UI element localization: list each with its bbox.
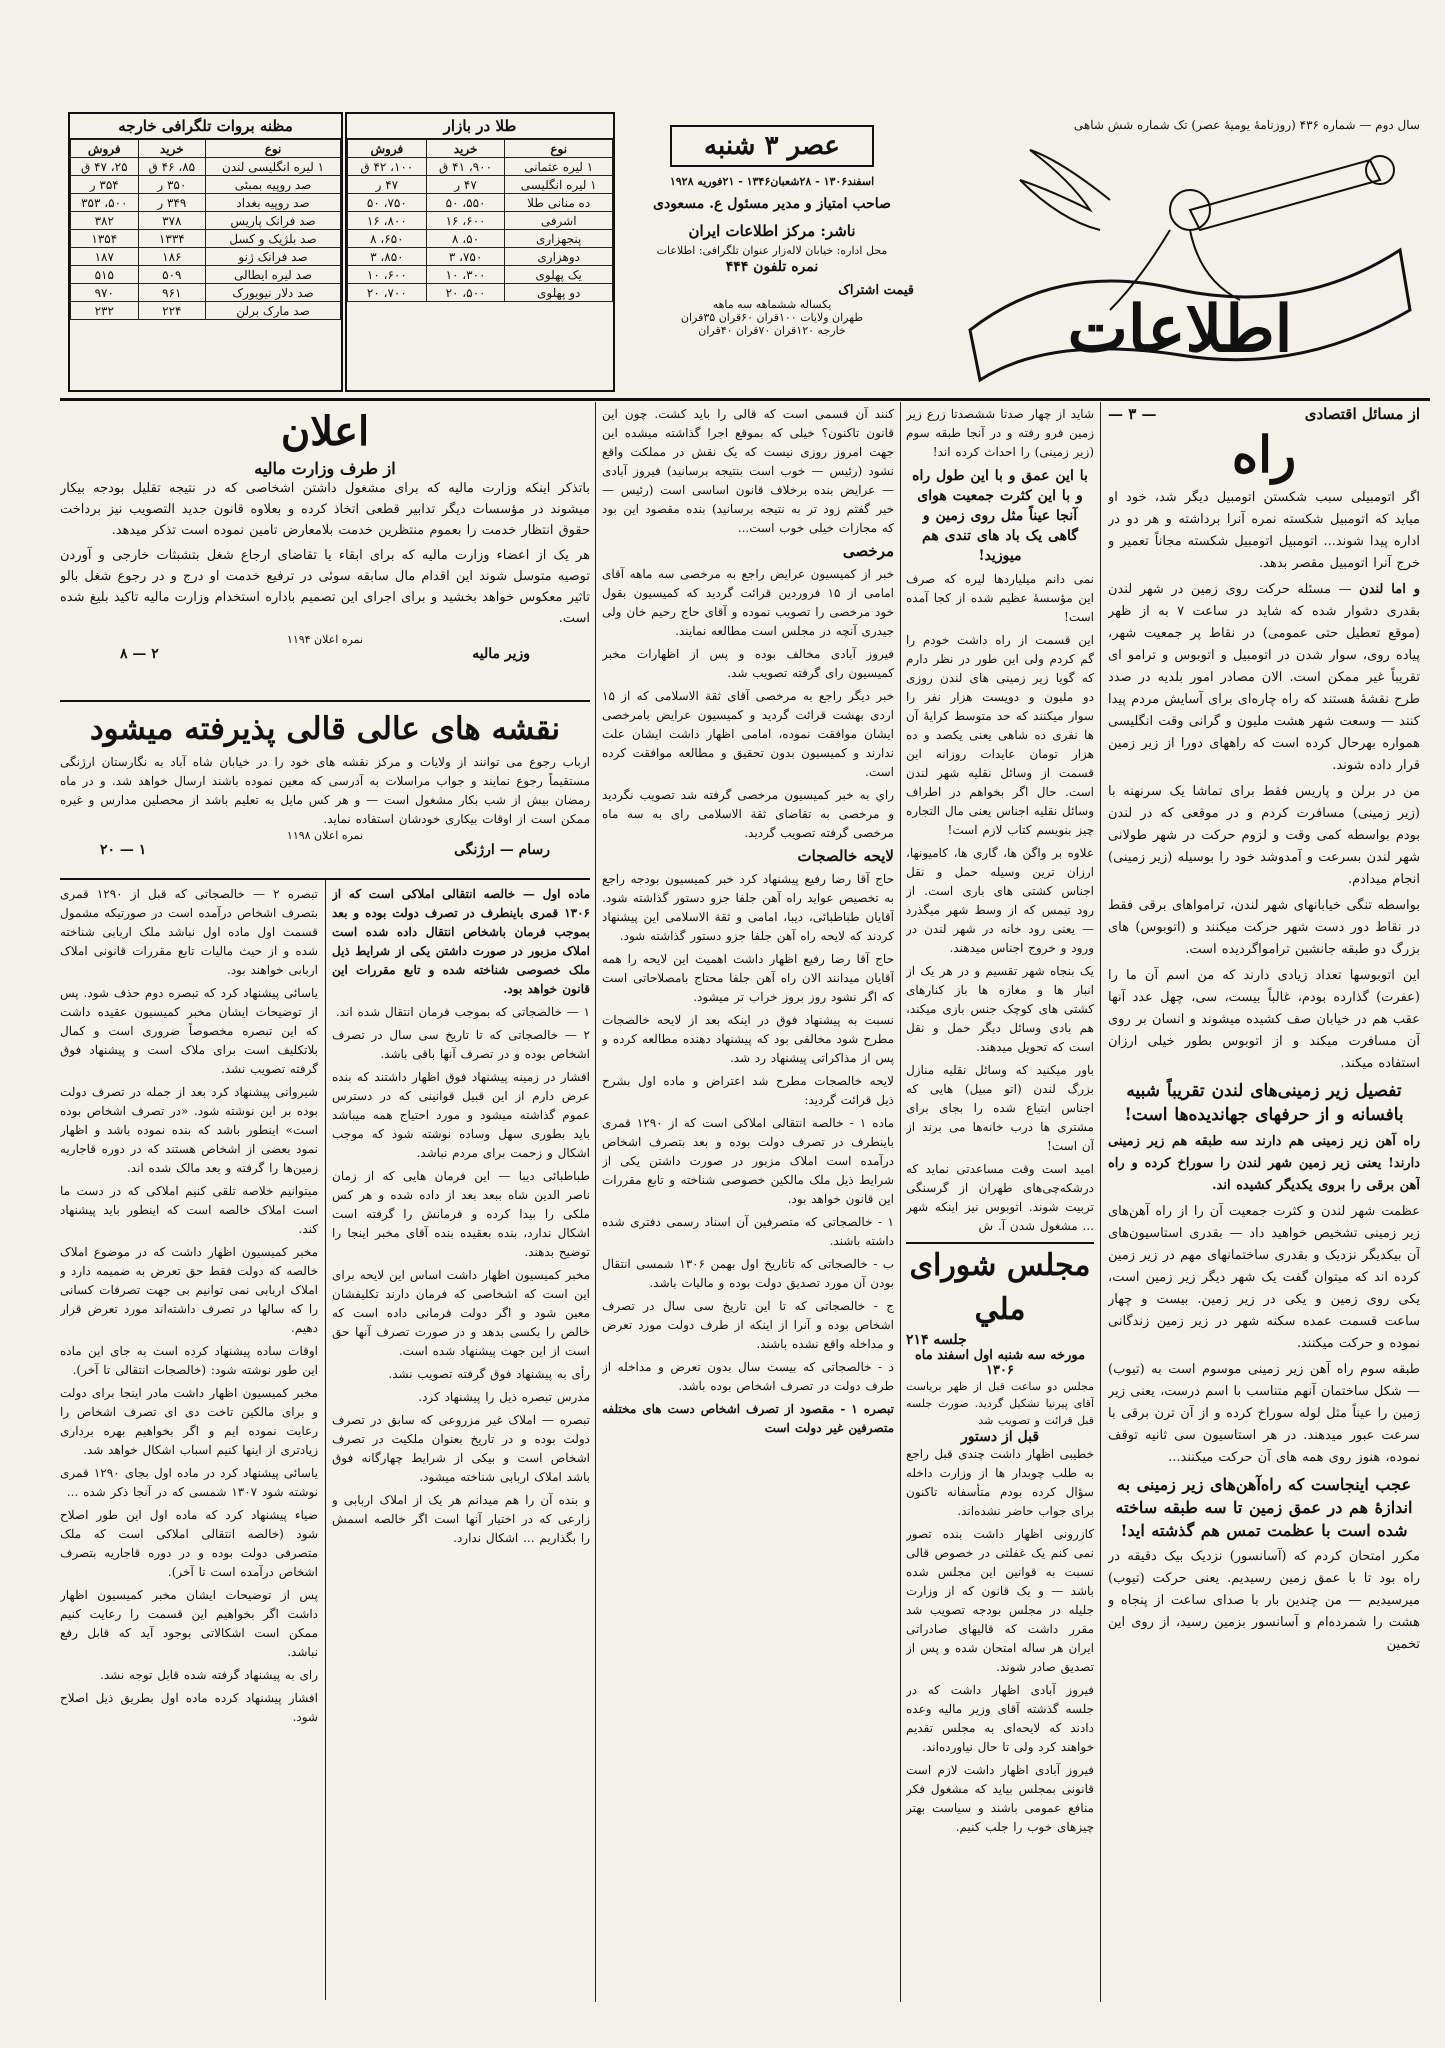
subheading: تفصیل زیر زمینی‌های لندن تقریباً شبیه بافسانه و از حرفهای جهاندیده‌ها است! bbox=[1124, 1081, 1404, 1125]
ministry-notice bbox=[60, 405, 590, 695]
paragraph: و بنده آن را هم میدانم هر یک از املاک اربابی و زارعی که در اختیار آنها است اگر خالصه اسمش را بگذاریم ... اشکال ندارد. bbox=[332, 1493, 590, 1545]
paragraph: ماده ۱ - خالصه انتقالی املاکی است که از ۱۲۹۰ قمری باینطرف در تصرف دولت بوده و بعد بتصرف اشخاص درآمده است املاک مزبور در صورت داشتن یکی از شرایط ذیل ملک مالکین خصوصی شناخته و تابع مقررات این قانون خواهد بود. bbox=[602, 1116, 894, 1206]
paragraph: طباطبائی دیبا — این فرمان هایی که از زمان ناصر الدین شاه ببعد بعد از داده شده و هر کس ملکی را بیدا کرده و فرمانش را گرفته است اشکال ندارد، بنده بعقیده بنده آقای مخبر اینجا را توضیح بدهند. bbox=[332, 1169, 590, 1259]
paragraph: مخبر کمیسیون اظهار داشت اساس این لایحه برای این است که اشخاصی که فرمان دارند تکلیفشان معین شود و اگر دولت فرمانی داده است که خالص را بکسی بدهد و در صورت تصرف آنها حق است از این جهت پیشنهاد شده است. bbox=[332, 1268, 590, 1358]
khalisejat-debate-2 bbox=[60, 885, 318, 2005]
paragraph: شاید از چهار صدتا ششصدتا زرع زیر زمین فرو رفته و در آنجا طبقه سوم (زیر زمینی) را احداث کرده اند! bbox=[906, 407, 1094, 459]
table-row bbox=[348, 158, 613, 176]
owner-line: صاحب امتیاز و مدیر مسئول ع. مسعودی bbox=[653, 196, 891, 212]
cell: دوهزاری bbox=[505, 248, 613, 266]
paragraph: باتذکر اینکه وزارت مالیه که برای مشغول داشتن اشخاصی که در نتیجه تقلیل بودجه بیکار میشوند در مؤسسات دیگر تدابیر قطعی اتخاذ کرده و بعلاوه قانون جدید التصویب نیز برداخت حقوق انتظار خدمت را بعموم منتظرین خدمت بلامعارض تامین نموده است تذکر میدهد. bbox=[60, 481, 590, 538]
paragraph: شیروانی پیشنهاد کرد بعد از جمله در تصرف دولت بوده بر این نوشته شود. «در تصرف اشخاص بوده است» اینطور باشد که بنده نموده باشد و اظهار نمود بعضی از اشخاص هستند که در دوره قاجاریه زمین‌ها را گرفته و بعد مالک شده اند. bbox=[60, 1085, 318, 1175]
paragraph: هر یک از اعضاء وزارت مالیه که برای ابقاء یا تقاضای ارجاع شغل بتشبثات خارجی و آوردن توصیه متوسل شوند این اقدام مال سابقه سوئی در ترفیع خدمت او درج و در رجوع شغل بالو تاثیر معکوس خواهد بخشید و برای اجرای این تصمیم باداره استخدام وزارت مالیه تاکید بلیغ شده است. bbox=[60, 548, 590, 626]
paragraph: علاوه بر واگن ها، گاری ها، کامیونها، ارزان ترین وسیله حمل و نقل اجناس کشتی های باری است. از رود تیمس که از وسط شهر میگذرد — یعنی رود خانه در شهر لندن در ورود و خروج اجناس میدهند. bbox=[906, 846, 1094, 955]
session-body bbox=[906, 1445, 1094, 1837]
cell: ۹۶۱ bbox=[138, 284, 206, 302]
table-row bbox=[71, 284, 341, 302]
cell: ۳۰۰، ۱۰ bbox=[426, 266, 505, 284]
table-row bbox=[71, 176, 341, 194]
publication-info bbox=[622, 115, 922, 393]
paragraph: اوقات ساده پیشنهاد کرده است به جای این ماده این طور نوشته شود: (خالصجات انتقالی تا آخر). bbox=[60, 1344, 318, 1377]
cell: پنجهزاری bbox=[505, 230, 613, 248]
cell: ۳۴۹ ر bbox=[138, 194, 206, 212]
cell: ۵۰۹ bbox=[138, 266, 206, 284]
session-number: جلسه ۲۱۴ bbox=[906, 1332, 967, 1348]
paragraph: مدرس تبصره ذیل را پیشنهاد کرد. bbox=[418, 1390, 590, 1404]
subscription-title: قیمت اشتراک bbox=[838, 283, 914, 298]
paragraph: یاسائی پیشنهاد کرد در ماده اول بجای ۱۲۹۰ قمری نوشته شود ۱۳۰۷ شمسی که در آنجا ذکر شده ... bbox=[60, 1466, 318, 1499]
notice-title: اعلان bbox=[280, 408, 370, 455]
article-body bbox=[60, 885, 318, 1727]
paragraph: فیروز آبادی اظهار داشت لازم است قانونی بمجلس بیاید که مشغول فکر منافع عمومی باشند و سیاست بهتر چیزهای خوب را جلب کنیم. bbox=[906, 1763, 1094, 1834]
article-body bbox=[1108, 487, 1420, 1656]
paragraph: ب - خالصجاتی که تاتاریخ اول بهمن ۱۳۰۶ شمسی انتقال بودن آن مورد تصدیق دولت بوده و مالیات باشد. bbox=[602, 1257, 894, 1290]
gold-table-title: طلا در بازار bbox=[347, 114, 613, 139]
paragraph: خبر از کمیسیون عرایض راجع به مرخصی سه ماهه آقای امامی از ۱۵ فروردین قرائت گردید که کمیسیون بقول خود مرخصی را تصویب نموده و آقای حاج رحیم خان ولی جیدری آنچه در مجلس است مطالعه نمایند. bbox=[602, 567, 894, 638]
paragraph: طبقه سوم راه آهن زیر زمینی موسوم است به (تیوب) — شکل ساختمان آنهم متناسب با اسم درست، یعنی زیر زمین را عیناً مثل لوله سوراخ کرده و از آن ترن برقی با سرعت عبور میدهند. در هر استاسیون سی ثانیه توقف نموده، هنوز روی همه های آن حرکت میکنند... bbox=[1108, 1362, 1420, 1465]
paragraph: من در برلن و پاریس فقط برای تماشا یک سرنهنه با (زیر زمینی) مسافرت کردم و در موقعی که در لندن بودم بواسطه کمی وقت و لزوم حرکت در شهر طولانی شهر لندن بسرعت و آمدوشد خود را بوسیله (زیر زمینی) انجام میدادم. bbox=[1108, 784, 1420, 887]
paragraph: ماده اول — خالصه انتقالی املاکی است که از ۱۳۰۶ قمری باینطرف در تصرف دولت بوده و بعد بموجب فرمان باشخاص انتقال داده شده است املاک مزبور در صورت داشتن یکی از شرایط ذیل ملک خصوصی شناخته شده و تابع مقررات این قانون خواهد بود. bbox=[332, 887, 590, 996]
gold-col-type: نوع bbox=[505, 140, 613, 158]
paragraph: فیروز آبادی مخالف بوده و پس از اظهارات مخبر کمیسیون رای گرفته تصویب شد. bbox=[602, 647, 894, 680]
khalisejat-debate-1 bbox=[332, 885, 590, 2005]
cell: ۵۰، ۸ bbox=[426, 230, 505, 248]
cell: ۲۵، ۴۷ ق bbox=[71, 158, 139, 176]
paragraph: مخبر کمیسیون اظهار داشت که در موضوع املاک خالصه که دولت فقط حق تعرض به ضمیمه دارد و املاک اربابی نمی توانیم بی جهت تصرفات کسانی را که سالها در تصرف داشته‌اند مورد تعرض قرار دهیم. bbox=[60, 1245, 318, 1335]
cell: ۱ لیره انگلیسی لندن bbox=[206, 158, 341, 176]
cell: اشرفی bbox=[505, 212, 613, 230]
subscription-periods: یکساله ششماهه سه ماهه bbox=[712, 298, 832, 311]
paragraph: امید است وقت مساعدتی نماید که درشکه‌چی‌های طهران از گرسنگی تربیت شوند. اتوبوس نیز اینکه شهر ... مشغول شدن آ. ش bbox=[906, 1162, 1094, 1233]
article-body bbox=[602, 405, 894, 1438]
paragraph: خبر دیگر راجع به مرخصی آقای ثقة الاسلامی که از ۱۵ اردی بهشت قرائت گردید و کمیسیون عرایض بامرخصی ایشان موافقت نموده، امامی اظهار داشت ایشان علت ندارند و کمیسیون بدون تحقیق و مطالعه موافقت کرده است. bbox=[602, 689, 894, 779]
cell: ۶۵۰، ۸ bbox=[348, 230, 427, 248]
paragraph: مکرر امتحان کردم که (آسانسور) نزدیک بیک دقیقه در راه بود تا با عمق زمین رسیدیم. یعنی حرکت (تیوب) میرسیدیم — من چندین بار با صدای ساعت از پنجاه و هشت را شمرده‌ام و آسانسور بزمین رسید، از روی این تخمین bbox=[1108, 1549, 1420, 1652]
cell: ۶۰۰، ۱۰ bbox=[348, 266, 427, 284]
fx-table-grid bbox=[70, 139, 341, 320]
paragraph: و اما لندن — مسئله حرکت روی زمین در شهر لندن بقدری دشوار شده که شاید در ساعت ۷ به از ظهر (موقع تعطیل حتی عمومی) در نقاط پر جمعیت شهر، پیاده روی، سوار شدن در اتومبیل و اتوبوس و ترامو ای تقریباً غیر ممکن است. الان مصادر امور بلدیه در صدد طرح نقشهٔ هستند که راه چاره‌ای برای آسایش مردم پیدا کنند — وسعت شهر هشت ملیون و گرانی وقت انگلیسی همواره بهرحال کرده است که راههای دورا از زیر زمین قرار داده شوند. bbox=[1108, 582, 1420, 773]
paragraph: این قسمت از راه داشت خودم را گم کردم ولی این طور در نظر دارم که گویا زیر زمینی های لندن روزی دو ملیون و دویست هزار نفر را سوار میکنند که حد متوسط کرایهٔ آن ها نفری ده شاهی یعنی یکصد و ده هزار تومان عایدات روزانه این قسمت از وسائل نقلیه شهر لندن است. حال اگر بخواهم در اطراف وسائل نقلیه اجناس یعنی مال التجاره چیز بنویسم کتاب لازم است! bbox=[906, 633, 1094, 837]
paragraph: حاج آقا رضا رفیع پیشنهاد کرد خبر کمیسیون بودجه راجع به تخصیص عواید راه آهن جلفا جزو دستور گذاشته شود. آقایان طباطبائی، دیبا، امامی و ثقة الاسلامی این پیشنهاد کردند که لایحه راه آهن جلفا جزو دستور گذاشته شود. bbox=[602, 872, 894, 943]
cell: دو پهلوی bbox=[505, 284, 613, 302]
table-row bbox=[71, 194, 341, 212]
ad-number: نمره اعلان ۱۱۹۸ bbox=[286, 829, 364, 842]
paragraph: ۱ - خالصجاتی که متصرفین آن اسناد رسمی دفتری شده داشته باشند. bbox=[602, 1215, 894, 1248]
paragraph: ۱ — خالصجاتی که بموجب فرمان انتقال شده اند. bbox=[335, 1005, 590, 1019]
table-row bbox=[71, 266, 341, 284]
cell: ۵۰۰، ۲۰ bbox=[426, 284, 505, 302]
paragraph: پس از توضیحات ایشان مخبر کمیسیون اظهار داشت اگر بخواهیم این قسمت را رعایت کنیم ممکن است اشکالاتی بوجود آید که قابل رفع نباشد. bbox=[60, 1588, 318, 1659]
subscription-tehran: طهران ولایات ۱۰۰قران ۶۰قران ۳۵قران bbox=[680, 311, 864, 324]
gold-market-table bbox=[345, 112, 615, 392]
cell: ۵۱۵ bbox=[71, 266, 139, 284]
cell: ۸۵، ۴۶ ق bbox=[138, 158, 206, 176]
table-row bbox=[348, 284, 613, 302]
masthead-logo bbox=[940, 140, 1420, 395]
cell: ۵۵۰، ۵۰ bbox=[426, 194, 505, 212]
cell: ۱ لیره عثمانی bbox=[505, 158, 613, 176]
paragraph: راي به خبر کمیسیون مرخصی گرفته شد تصویب نگردید و مرخصی به تقاضای ثقة الاسلامی رای به سه ماه مرخصی گرفته تصویب گردید. bbox=[602, 788, 894, 840]
paragraph: حاج آقا رضا رفیع اظهار داشت اهمیت این لایحه را همه آقایان میدانند الان راه آهن جلفا محتاج بامصلاحاتی است که اگر نشود روز بروز خراب تر میشود. bbox=[602, 952, 894, 1004]
subscription-abroad: خارجه ۱۲۰قران ۷۰قران ۴۰قران bbox=[698, 324, 846, 337]
paragraph: باور میکنید که وسائل نقلیه منازل بزرگ لندن (اتو مبیل) هایی که اجناس ابتیاع شده را بجای برای مشتری ها درب خانه‌ها می برند از آن است! bbox=[906, 1063, 1094, 1153]
cell: ۳۸۲ bbox=[71, 212, 139, 230]
cell: ۱۸۷ bbox=[71, 248, 139, 266]
paragraph: تبصره ۱ - مقصود از تصرف اشخاص دست های مختلفه متصرفین غیر دولت است bbox=[602, 1402, 894, 1435]
paragraph: عظمت شهر لندن و کثرت جمعیت آن را از راه آهن‌های زیر زمینی تشخیص خواهید داد — بقدری استاسیون‌های آن بیکدیگر نزدیک و بقدری ساختمانهای مهم در زیر زمین کرده اند که میتوان گفت یک شهر دیگر زیر زمین است، یکی روی زمین و یکی در زیر زمین. بیست و چهار ساعت قسمت عمده سکنه شهر در زیر زمین زندگانی نموده و حرکت میکنند. bbox=[1108, 1204, 1420, 1351]
gold-table-grid bbox=[347, 139, 613, 302]
table-row bbox=[348, 176, 613, 194]
cell: ده منانی طلا bbox=[505, 194, 613, 212]
cell: صد لیره ایطالی bbox=[206, 266, 341, 284]
paragraph: افشار در زمینه پیشنهاد فوق اظهار داشتند که بنده عرض دارم از این قبیل قوانینی که در دسترس عموم گذاشته میشود و مورد احتیاج همه میباشد باید بطوری سهل وساده نوشته شود که موجب اشکال و زحمت برای مردم نباشد. bbox=[332, 1070, 590, 1160]
subheading: مرخصی bbox=[842, 542, 894, 560]
publisher-line: ناشر: مرکز اطلاعات ایران bbox=[688, 222, 856, 240]
gold-col-buy: خرید bbox=[426, 140, 505, 158]
part-number: — ۳ — bbox=[1108, 405, 1157, 423]
notice-number: نمره اعلان ۱۱۹۴ bbox=[286, 633, 364, 646]
paragraph: ج - خالصجاتی که تا این تاریخ سی سال در تصرف اشخاص بوده و آنرا از اینکه از طرف دولت مورد تعرض و مداخله واقع نشده باشند. bbox=[602, 1299, 894, 1351]
cell: صد دلار نیویورک bbox=[206, 284, 341, 302]
fx-col-buy: خرید bbox=[138, 140, 206, 158]
cell: صد بلژیک و کسل bbox=[206, 230, 341, 248]
cell: ۹۰۰، ۴۱ ق bbox=[426, 158, 505, 176]
cell: ۶۰۰، ۱۶ bbox=[426, 212, 505, 230]
agenda-heading: قبل از دستور bbox=[960, 1429, 1040, 1445]
paragraph: نمی دانم میلیاردها لیره که صرف این مؤسسهٔ عظیم شده از کجا آمده است! bbox=[906, 572, 1094, 624]
gold-col-sell: فروش bbox=[348, 140, 427, 158]
cell: ۱۳۵۴ bbox=[71, 230, 139, 248]
paragraph: کنند آن قسمی است که قالی را باید کشت. چون این قانون تاکنون؟ خیلی که بموقع اجرا گذاشته میشده این جهت امروز روزی نیست که یک نقش در مملکت واقع نشود (رئیس — خوب است بنتیجه برسانید) فیروز آبادی — عرایض بنده برخلاف قانون اساسی است (رئیس — خیر گفتم زود تر به نتیجه برسانید) بنده مقصود این بود که مجازات خیلی خوب است... bbox=[602, 407, 894, 535]
lead-in: و اما لندن bbox=[1359, 582, 1420, 597]
paragraph: یاسائی پیشنهاد کرد که تبصره دوم حذف شود. پس از توضیحات ایشان مخبر کمیسیون عقیده داشت که این تبصره مخصوصاً ضروری است و کمال بلاتکلیف است برای ملاک است و پیشنهاد فوق گرفته تصویب نشد. bbox=[60, 986, 318, 1076]
cell: ۸۵۰، ۳ bbox=[348, 248, 427, 266]
ad-divider bbox=[60, 700, 590, 702]
subheading: با این عمق و با این طول راه و با این کثرت جمعیت هوای آنجا عیناً مثل روی زمین و گاهی یک باد های تندی هم میوزید! bbox=[912, 468, 1088, 564]
cell: ۳۵۴ ر bbox=[71, 176, 139, 194]
cell: ۳۵۰ ر bbox=[138, 176, 206, 194]
cell: ۳۷۸ bbox=[138, 212, 206, 230]
session-note: مجلس دو ساعت قبل از ظهر بریاست آقای پیرنیا تشکیل گردید. صورت جلسه قبل قرائت و تصویب شد bbox=[906, 1380, 1094, 1427]
section-kicker: از مسائل اقتصادی bbox=[1304, 405, 1420, 423]
cell: ۵۰۰، ۳۵۳ bbox=[71, 194, 139, 212]
edition-label: عصر ۳ شنبه bbox=[704, 131, 840, 161]
edition-box bbox=[670, 125, 874, 167]
paragraph: ضیاء پیشنهاد کرد که ماده اول این طور اصلاح شود (خالصه انتقالی املاکی است که ملک متصرفی دولت بوده و در دوره قاجاریه بتصرف اشخاص درآمده است تا آخر). bbox=[60, 1508, 318, 1579]
header-rule bbox=[60, 398, 1430, 401]
cell: صد فرانک ژنو bbox=[206, 248, 341, 266]
paragraph: خطیبی اظهار داشت چندی قبل راجع به طلب چوبدار ها از وزارت داخله سؤال کرده بودم متأسفانه تاکنون برای جواب حاضر نشده‌اند. bbox=[906, 1447, 1094, 1518]
ad-run: ۱ — ۲۰ bbox=[100, 842, 147, 858]
fx-col-type: نوع bbox=[206, 140, 341, 158]
table-row bbox=[348, 248, 613, 266]
cell: ۱۰۰، ۴۲ ق bbox=[348, 158, 427, 176]
paragraph: راه آهن زیر زمینی هم دارند سه طبقه هم زیر زمینی دارند! یعنی زیر زمین شهر لندن را سوراخ کرده و راه آهن برقی را بروی یکدیگر کشیده اند. bbox=[1108, 1134, 1420, 1193]
phone-line: نمره تلفون ۴۴۴ bbox=[725, 259, 819, 275]
paragraph: بواسطه تنگی خیابانهای شهر لندن، ترامواهای برقی فقط در نقاط دور دست شهر حرکت میکنند و (اتوبوس) های بزرگ دو طبقه جانشین ترامواگردیده است. bbox=[1108, 898, 1420, 957]
table-row bbox=[71, 302, 341, 320]
cell: ۱۳۳۴ bbox=[138, 230, 206, 248]
paragraph: کازرونی اظهار داشت بنده تصور نمی کنم یک غفلتی در خصوص قالی نسبت به قوانین این مجلس شده باشد — و یک قانون که از وزارت جلیله در مجلس بودجه تصویب شد مقرر داشت که قالیهای صادراتی ایران هر ساله امتحان شده و پس از تصدیق صادر شوند. bbox=[906, 1527, 1094, 1674]
article-road bbox=[1108, 405, 1420, 2005]
paragraph: میتوانیم خلاصه تلقی کنیم املاکی که در دست ما است املاک خالصه است که اینطور باید پیشنهاد کند. bbox=[60, 1184, 318, 1236]
article-road-continued bbox=[906, 405, 1094, 2005]
parliament-section bbox=[906, 1242, 1094, 1837]
ad-signature: رسام — ارژنگی bbox=[454, 842, 550, 858]
paragraph: یک بنجاه شهر تقسیم و در هر یک از انبار ها و مغازه ها باز کنارهای کشتی های کوچک جنس بازی میکند، هم بادی وسائل دیگر حمل و نقل است که تحویل میدهند. bbox=[906, 964, 1094, 1054]
column-rule bbox=[1100, 402, 1101, 2002]
masthead-title: اطلاعات bbox=[1067, 292, 1293, 367]
date-line: اسفند۱۳۰۶ - ۲۸شعبان۱۳۴۶ - ۲۱فوریه ۱۹۲۸ bbox=[669, 175, 875, 188]
cell: صد مارک برلن bbox=[206, 302, 341, 320]
table-row bbox=[348, 194, 613, 212]
cell: صد فرانک پاریس bbox=[206, 212, 341, 230]
cell: ۲۳۲ bbox=[71, 302, 139, 320]
paragraph: د - خالصجاتی که بیست سال بدون تعرض و مداخله از طرف دولت در تصرف اشخاص بوده باشد. bbox=[602, 1360, 894, 1393]
cell: ۸۰۰، ۱۶ bbox=[348, 212, 427, 230]
cell: صد روپیه بمبئی bbox=[206, 176, 341, 194]
cell: ۲۲۴ bbox=[138, 302, 206, 320]
carpet-designs-ad bbox=[60, 705, 590, 875]
cell: ۴۷ ر bbox=[348, 176, 427, 194]
cell: یک پهلوی bbox=[505, 266, 613, 284]
table-row bbox=[71, 248, 341, 266]
column-rule bbox=[325, 880, 326, 2000]
paragraph: مخبر کمیسیون اظهار داشت مادر اینجا برای دولت و برای مالکین تاخت دی ای تصرف اشخاص را رعایت نموده ایم و اگر بخواهیم بهره برداری زیادتری از اینها کنیم اسباب اشکال خواهد شد. bbox=[60, 1386, 318, 1457]
notice-source: از طرف وزارت مالیه bbox=[254, 459, 396, 478]
paragraph: تبصره ۲ — خالصجاتی که قبل از ۱۲۹۰ قمری بتصرف اشخاص درآمده است در صورتیکه مشمول قسمت اول ماده اول نباشد ملک اربابی شناخته شده و از حیث مالیات تابع مقررات قانونی املاک اربابی خواهند بود. bbox=[60, 887, 318, 977]
cell: ۷۵۰، ۳ bbox=[426, 248, 505, 266]
parliament-continued bbox=[602, 405, 894, 2005]
cell: ۱۸۶ bbox=[138, 248, 206, 266]
cell: ۷۵۰، ۵۰ bbox=[348, 194, 427, 212]
table-row bbox=[71, 230, 341, 248]
subheading: عجب اینجاست که راه‌آهن‌های زیر زمینی به اندازهٔ هم در عمق زمین تا سه طبقه ساخته شده است با عظمت تمس هم گذشته اید! bbox=[1115, 1475, 1413, 1540]
cell: ۱ لیره انگلیسی bbox=[505, 176, 613, 194]
paragraph: لایحه خالصجات مطرح شد اعتراض و ماده اول بشرح ذیل قرائت گردید: bbox=[602, 1074, 894, 1107]
parliament-title: مجلس شورای ملي bbox=[909, 1248, 1091, 1327]
ad-body: ارباب رجوع می توانند از ولایات و مرکز نقشه های خود را در خیابان شاه آباد به نگارستان ارژنگی مستقیماً رجوع نمایند و جواب مراسلات به آدرسی که معین نموده باشند ارسال خواهد شد. و در ماه رمضان بیش از شب بکار مشغول است — و هر کس مایل به تعلیم باشد از محصلین مدارس و غیره ممکن است از اوقات بیکاری خودشان استفاده نماید. bbox=[60, 755, 590, 826]
paragraph: رای به پیشنهاد گرفته شده قابل توجه نشد. bbox=[100, 1668, 318, 1682]
cell: صد روپیه بغداد bbox=[206, 194, 341, 212]
address-line: محل اداره: خیابان لاله‌زار عنوان تلگرافی: اطلاعات bbox=[656, 244, 888, 257]
cell: ۷۰۰، ۲۰ bbox=[348, 284, 427, 302]
fx-rates-table bbox=[68, 112, 343, 392]
paragraph: ۲ — خالصجاتی که تا تاریخ سی سال در تصرف اشخاص بوده و در تصرف آنها باقی باشد. bbox=[332, 1028, 590, 1061]
paragraph: این اتوبوسها تعداد زیادی دارند که من اسم آن ما را (عفرت) گذارده بودم، غالباً بیست، سی، چهل عدد آنها عقب هم در خیابان صف کشیده میشوند و انسان بر روی آن مسافرت میکند و از اتوبوس بطور خیلی ارزان استفاده میکند. bbox=[1108, 968, 1420, 1071]
table-row bbox=[348, 230, 613, 248]
fx-col-sell: فروش bbox=[71, 140, 139, 158]
column-rule bbox=[595, 402, 596, 2002]
paragraph: رأی به پیشنهاد فوق گرفته تصویب نشد. bbox=[388, 1367, 590, 1381]
article-title: راه bbox=[1231, 425, 1297, 484]
paragraph-text: مسئله حرکت روی زمین در شهر لندن بقدری دشوار شده که شاید در ساعت ۷ به از ظهر (موقع تعطیل حتی عمومی) در نقاط پر جمعیت شهر، پیاده روی، سوار شدن در اتومبیل و اتوبوس و ترامو ای تقریباً غیر ممکن است. الان مصادر امور بلدیه در صدد طرح نقشهٔ هستند که راه چاره‌ای برای آسایش مردم پیدا کنند — وسعت شهر هشت ملیون و گرانی وقت انگلیسی همواره بهرحال کرده است که راههای دورا از زیر زمین قرار داده شوند. bbox=[1108, 582, 1420, 773]
cell: ۹۷۰ bbox=[71, 284, 139, 302]
table-row bbox=[348, 212, 613, 230]
article-body bbox=[332, 885, 590, 1548]
paragraph: افشار پیشنهاد کرده ماده اول بطریق ذیل اصلاح شود. bbox=[60, 1691, 318, 1724]
column-rule bbox=[900, 402, 901, 2002]
table-row bbox=[71, 212, 341, 230]
cell: ۴۷ ر bbox=[426, 176, 505, 194]
subheading: لایحه خالصجات bbox=[797, 847, 894, 865]
notice-signature: وزیر مالیه bbox=[472, 646, 530, 662]
table-row bbox=[71, 158, 341, 176]
notice-body bbox=[60, 478, 590, 629]
paragraph: نسبت به پیشنهاد فوق در اینکه بعد از لایحه خالصجات مطرح شود مخالفی بود که پیشنهاد دهنده مطالعه کرده و پس از مذاکراتی پیشنهاد رد شد. bbox=[602, 1013, 894, 1065]
paragraph: اگر اتومبیلی سبب شکستن اتومبیل دیگر شد، خود او میاید که اتومبیل شکسته نمره آنرا برداشته و هر دو در اداره پیدا شوند... اتومبیل اتومبیل شکسته مجاناً تعمیر و خرج آنرا اتومبیل مقصر بدهد. bbox=[1108, 490, 1420, 571]
ad-divider bbox=[60, 878, 590, 880]
article-body bbox=[906, 405, 1094, 1236]
fx-table-title: مظنه بروات تلگرافی خارجه bbox=[70, 114, 341, 139]
paragraph: فیروز آبادی اظهار داشت که در جلسه گذشته آقای وزیر مالیه وعده دادند که لایحه‌ای به مجلس تقدیم خواهند کرد ولی تا حال نیاورده‌اند. bbox=[906, 1683, 1094, 1754]
table-row bbox=[348, 266, 613, 284]
paragraph: تبصره — املاک غیر مزروعی که سابق در تصرف دولت بوده و در تاریخ بعنوان ملکیت در تصرف اشخاص است و بیکی از شرایط چهارگانه فوق باشد املاک اربابی شناخته میشود. bbox=[332, 1413, 590, 1484]
session-date: مورخه سه شنبه اول اسفند ماه ۱۳۰۶ bbox=[914, 1348, 1086, 1378]
notice-run: ۲ — ۸ bbox=[120, 646, 159, 662]
ad-title: نقشه های عالی قالی پذیرفته میشود bbox=[89, 711, 561, 747]
issue-strip: سال دوم — شماره ۴۳۶ (روزنامهٔ یومیهٔ عصر) تک شماره شش شاهی bbox=[1073, 118, 1420, 132]
